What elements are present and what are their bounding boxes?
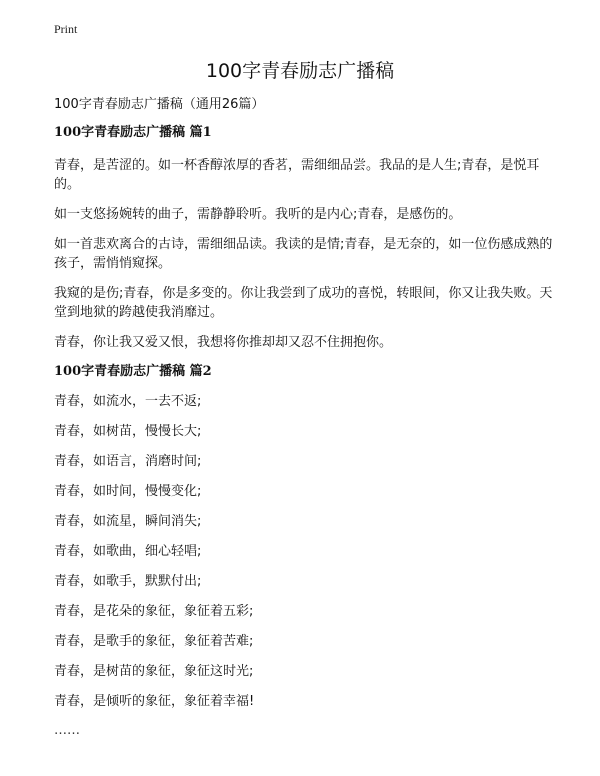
paragraph: 青春，是苦涩的。如一杯香醇浓厚的香茗，需细细品尝。我品的是人生;青春，是悦耳的。 <box>54 158 540 192</box>
verse-line: 青春，是树苗的象征，象征这时光; <box>54 664 254 679</box>
document-subtitle: 100字青春励志广播稿（通用26篇） <box>54 97 265 112</box>
verse-line: 青春，如歌曲，细心轻唱; <box>54 544 202 559</box>
paragraph: 如一支悠扬婉转的曲子，需静静聆听。我听的是内心;青春，是感伤的。 <box>54 207 462 222</box>
verse-line: 青春，是歌手的象征，象征着苦难; <box>54 634 254 649</box>
verse-line: 青春，如歌手，默默付出; <box>54 574 202 589</box>
document-title: 100字青春励志广播稿 <box>205 60 395 82</box>
section-2 <box>54 363 554 739</box>
section-1 <box>54 124 554 352</box>
section-heading: 100字青春励志广播稿 篇2 <box>54 364 212 379</box>
verse-line: 青春，是花朵的象征，象征着五彩; <box>54 604 254 619</box>
document-body <box>54 124 554 739</box>
section-heading: 100字青春励志广播稿 篇1 <box>54 125 212 140</box>
paragraph: 我窥的是伤;青春，你是多变的。你让我尝到了成功的喜悦，转眼间，你又让我失败。天堂到地狱的跨越使我消靡过。 <box>54 286 553 320</box>
paragraph: 青春，你让我又爱又恨，我想将你推却却又忍不住拥抱你。 <box>54 335 393 350</box>
verse-line: 青春，如树苗，慢慢长大; <box>54 424 202 439</box>
verse-line: 青春，如语言，消磨时间; <box>54 454 202 469</box>
verse-line: 青春，如流星，瞬间消失; <box>54 514 202 529</box>
verse-line: 青春，是倾听的象征，象征着幸福! <box>54 694 255 709</box>
verse-line: 青春，如时间，慢慢变化; <box>54 484 202 499</box>
verse-line: 青春，如流水，一去不返; <box>54 394 202 409</box>
paragraph: 如一首悲欢离合的古诗，需细细品读。我读的是情;青春，是无奈的，如一位伤感成熟的孩子，需悄悄窥探。 <box>54 237 553 271</box>
print-link[interactable]: Print <box>54 22 78 36</box>
continuation-ellipsis: …… <box>54 723 80 738</box>
